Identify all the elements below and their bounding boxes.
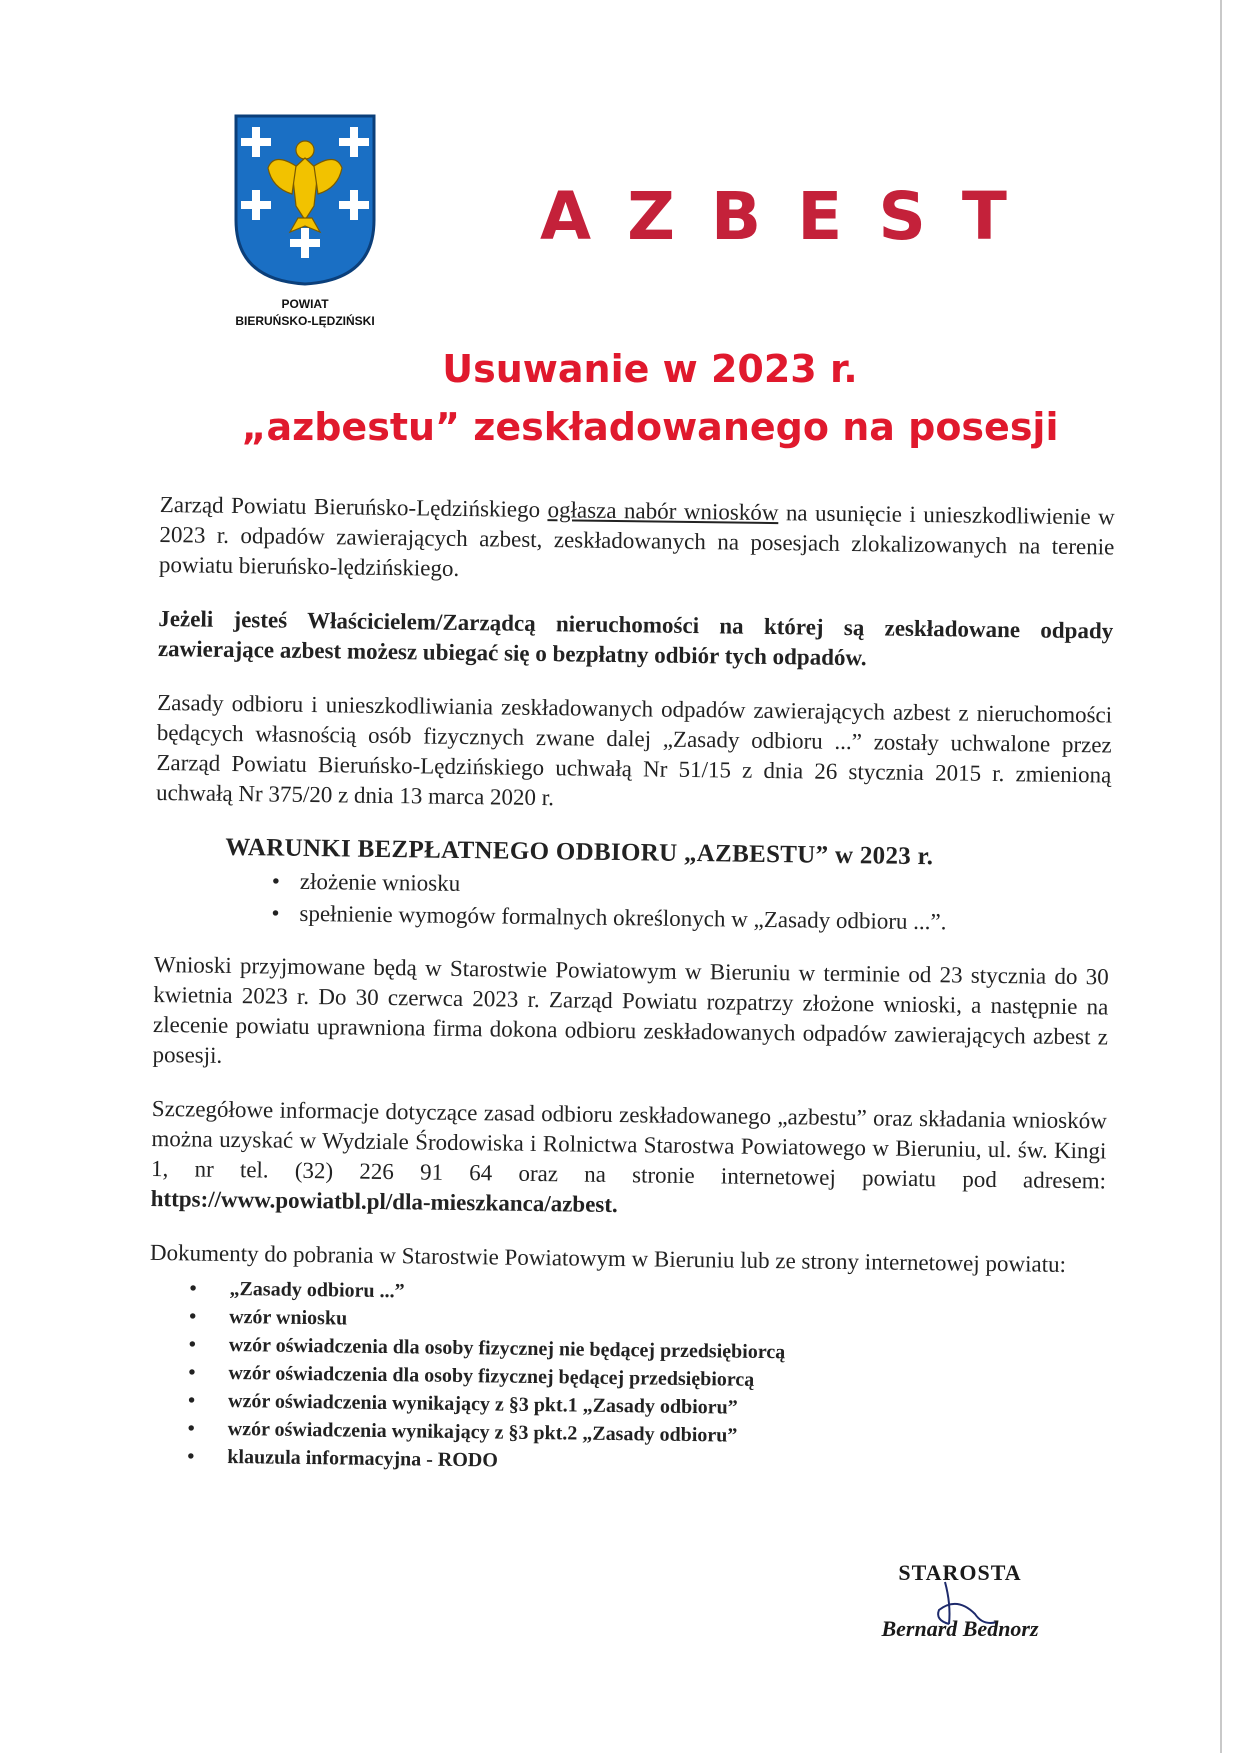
county-coat-of-arms-icon [230,110,380,288]
intro-underlined: ogłasza nabór wniosków [547,497,779,526]
county-name-caption [200,296,410,330]
headline: AZBEST [540,178,1043,255]
condition-item: • spełnienie wymogów formalnych określonych w „Zasady odbioru ...”. [299,898,1109,941]
condition-item: • złożenie wniosku [300,866,1110,909]
info-url-link[interactable]: https://www.powiatbl.pl/dla-mieszkanca/azbest. [150,1185,618,1218]
document-item: • wzór wniosku [229,1303,1104,1342]
announcement-body [147,490,1115,1482]
intro-after: na usunięcie i unieszkodliwienie w 2023 r. odpadów zawierających azbest, zeskładowanych na posesjach zlokalizowanych na terenie powiatu bieruńsko-lędzińskiego. [158,500,1115,581]
info-text: Szczegółowe informacje dotyczące zasad odbioru zeskładowanego „azbestu” oraz składania wniosków można uzyskać w Wydziale Środowiska i Rolnictwa Starostwa Powiatowego w Bieruniu, ul. św. Kingi 1, nr tel. (32) 226 91 64 oraz na stronie internetowej powiatu pod adresem: [150,1095,1107,1194]
document-item: • wzór oświadczenia dla osoby fizycznej będącej przedsiębiorcą [228,1359,1103,1398]
documents-list [147,1274,1104,1482]
info-paragraph [151,1094,1107,1226]
document-item: • wzór oświadczenia wynikający z §3 pkt.1 „Zasady odbioru” [228,1387,1103,1426]
rules-paragraph: Zasady odbioru i unieszkodliwiania zeskładowanych odpadów zawierających azbest z nieruchomości będących własnością osób fizycznych zwane dalej „Zasady odbioru ...” zostały uchwalone przez Zarząd Powiatu Bieruńsko-Lędzińskiego uchwałą Nr 51/15 z dnia 26 stycznia 2015 r. zmienioną uchwałą Nr 375/20 z dnia 13 marca 2020 r. [155,689,1113,811]
subtitle [150,340,1150,456]
document-item: • wzór oświadczenia dla osoby fizycznej nie będącej przedsiębiorcą [229,1331,1104,1370]
crest-caption-line1: POWIAT [281,297,329,311]
subtitle-line1: Usuwanie w 2023 r. [442,347,858,391]
crest-caption-line2: BIERUŃSKO-LĘDZIŃSKI [235,314,375,328]
signature-title: STAROSTA [898,1560,1022,1585]
documents-intro: Dokumenty do pobrania w Starostwie Powiatowym w Bieruniu lub ze strony internetowej powiatu: [149,1239,1067,1277]
subtitle-line2: „azbestu” zeskładowanego na posesji [241,405,1059,449]
conditions-heading: WARUNKI BEZPŁATNEGO ODBIORU „AZBESTU” w 2023 r. [225,833,934,871]
applications-paragraph: Wnioski przyjmowane będą w Starostwie Powiatowym w Bieruniu w terminie od 23 stycznia do 30 kwietnia 2023 r. Do 30 czerwca 2023 r. Zarząd Powiatu rozpatrzy złożone wnioski, a następnie na zlecenie powiatu uprawniona firma dokona odbioru zeskładowanych odpadów zawierających azbest z posesji. [152,951,1109,1068]
scan-edge [1220,0,1222,1753]
conditions-list [154,864,1110,940]
document-item: • „Zasady odbioru ...” [229,1275,1104,1314]
intro-before: Zarząd Powiatu Bieruńsko-Lędzińskiego [159,491,548,523]
owner-notice: Jeżeli jesteś Właścicielem/Zarządcą nieruchomości na której są zeskładowane odpady zawierające azbest możesz ubiegać się o bezpłatny odbiór tych odpadów. [157,605,1114,671]
signature-name: Bernard Bednorz [881,1616,1039,1641]
document-item: • klauzula informacyjna - RODO [227,1443,1102,1482]
intro-paragraph [159,490,1115,592]
signature-block [850,1560,1070,1642]
document-item: • wzór oświadczenia wynikający z §3 pkt.2 „Zasady odbioru” [228,1415,1103,1454]
